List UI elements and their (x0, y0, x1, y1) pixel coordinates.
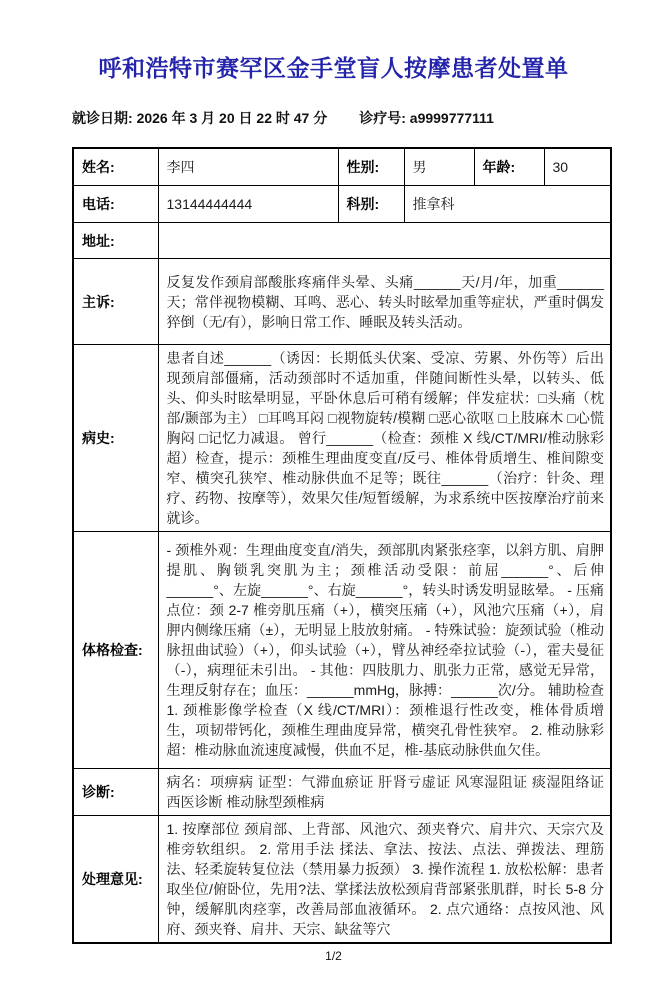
table-row-physical-exam (73, 532, 611, 769)
age-value: 30 (544, 148, 611, 186)
table-row-treatment-plan (73, 816, 611, 944)
table-row-chief-complaint (73, 259, 611, 345)
table-row-phone (73, 186, 611, 223)
physical-exam-text: - 颈椎外观：生理曲度变直/消失，颈部肌肉紧张痉挛，以斜方肌、肩胛提肌、胸锁乳突肌为主；颈椎活动受限：前屈______°、后伸______°、左旋______°、右旋______°，转头时诱发明显眩晕。 - 压痛点位：颈 2-7 椎旁肌压痛（+），横突压痛（+），风池穴压痛（+），肩胛内侧缘压痛（±），无明显上肢放射痛。 - 特殊试验：旋颈试验（椎动脉扭曲试验）（+），仰头试验（+），臂丛神经牵拉试验（-），霍夫曼征（-），病理征未引出。 - 其他：四肢肌力、肌张力正常，感觉无异常，生理反射存在；血压：______mmHg，脉搏：______次/分。 辅助检查 1. 颈椎影像学检查（X 线/CT/MRI）：颈椎退行性改变，椎体骨质增生，项韧带钙化，颈椎生理曲度异常，横突孔骨性狭窄。 2. 椎动脉彩超：椎动脉血流速度减慢，供血不足，椎-基底动脉供血欠佳。 (158, 532, 611, 769)
treatment-no (359, 110, 494, 126)
gender-value: 男 (404, 148, 474, 186)
address-label: 地址: (73, 223, 158, 259)
table-row-address (73, 223, 611, 259)
address-value (158, 223, 611, 259)
page-number: 1/2 (325, 949, 342, 963)
history-label: 病史: (73, 345, 158, 532)
treatment-no-label: 诊疗号: (359, 109, 406, 126)
visit-date-value: 2026 年 3 月 20 日 22 时 47 分 (136, 109, 328, 126)
chief-complaint-text: 反复发作颈肩部酸胀疼痛伴头晕、头痛______天/月/年，加重______天；常伴视物模糊、耳鸣、恶心、转头时眩晕加重等症状，严重时偶发猝倒（无/有），影响日常工作、睡眠及转头活动。 (158, 259, 611, 345)
diagnosis-label: 诊断: (73, 769, 158, 816)
phone-label: 电话: (73, 186, 158, 223)
page-title: 呼和浩特市赛罕区金手堂盲人按摩患者处置单 (98, 55, 569, 81)
department-label: 科别: (338, 186, 404, 223)
table-row-diagnosis (73, 769, 611, 816)
diagnosis-text: 病名：项痹病 证型：气滞血瘀证 肝肾亏虚证 风寒湿阻证 痰湿阻络证 西医诊断 椎动脉型颈椎病 (158, 769, 611, 816)
treatment-plan-text: 1. 按摩部位 颈肩部、上背部、风池穴、颈夹脊穴、肩井穴、天宗穴及椎旁软组织。 2. 常用手法 揉法、拿法、按法、点法、弹拨法、理筋法、轻柔旋转复位法（禁用暴力扳颈） 3. 操作流程 1. 放松松解：患者取坐位/俯卧位，先用?法、掌揉法放松颈肩背部紧张肌群，时长 5-8 分钟，缓解肌肉痉挛，改善局部血液循环。 2. 点穴通络：点按风池、风府、颈夹脊、肩井、天宗、缺盆等穴 (158, 816, 611, 944)
patient-form-table (72, 147, 612, 945)
chief-complaint-label: 主诉: (73, 259, 158, 345)
treatment-plan-label: 处理意见: (73, 816, 158, 944)
department-value: 推拿科 (404, 186, 611, 223)
table-row-name (73, 148, 611, 186)
age-label: 年龄: (474, 148, 544, 186)
visit-date (72, 110, 327, 126)
physical-exam-label: 体格检查: (73, 532, 158, 769)
name-label: 姓名: (73, 148, 158, 186)
visit-meta (72, 108, 667, 128)
visit-date-label: 就诊日期: (72, 109, 133, 126)
name-value: 李四 (158, 148, 338, 186)
treatment-no-value: a9999777111 (409, 109, 494, 126)
history-text: 患者自述______（诱因：长期低头伏案、受凉、劳累、外伤等）后出现颈肩部僵痛，活动颈部时不适加重，伴随间断性头晕，以转头、低头、仰头时眩晕明显，平卧休息后可稍有缓解；伴发症状：□头痛（枕部/颞部为主） □耳鸣耳闷 □视物旋转/模糊 □恶心欲呕 □上肢麻木 □心慌胸闷 □记忆力减退。 曾行______（检查：颈椎 X 线/CT/MRI/椎动脉彩超）检查，提示：颈椎生理曲度变直/反弓、椎体骨质增生、椎间隙变窄、横突孔狭窄、椎动脉供血不足等；既往______（治疗：针灸、理疗、药物、按摩等），效果欠佳/短暂缓解，为求系统中医按摩治疗前来就诊。 (158, 345, 611, 532)
gender-label: 性别: (338, 148, 404, 186)
table-row-history (73, 345, 611, 532)
phone-value: 13144444444 (158, 186, 338, 223)
